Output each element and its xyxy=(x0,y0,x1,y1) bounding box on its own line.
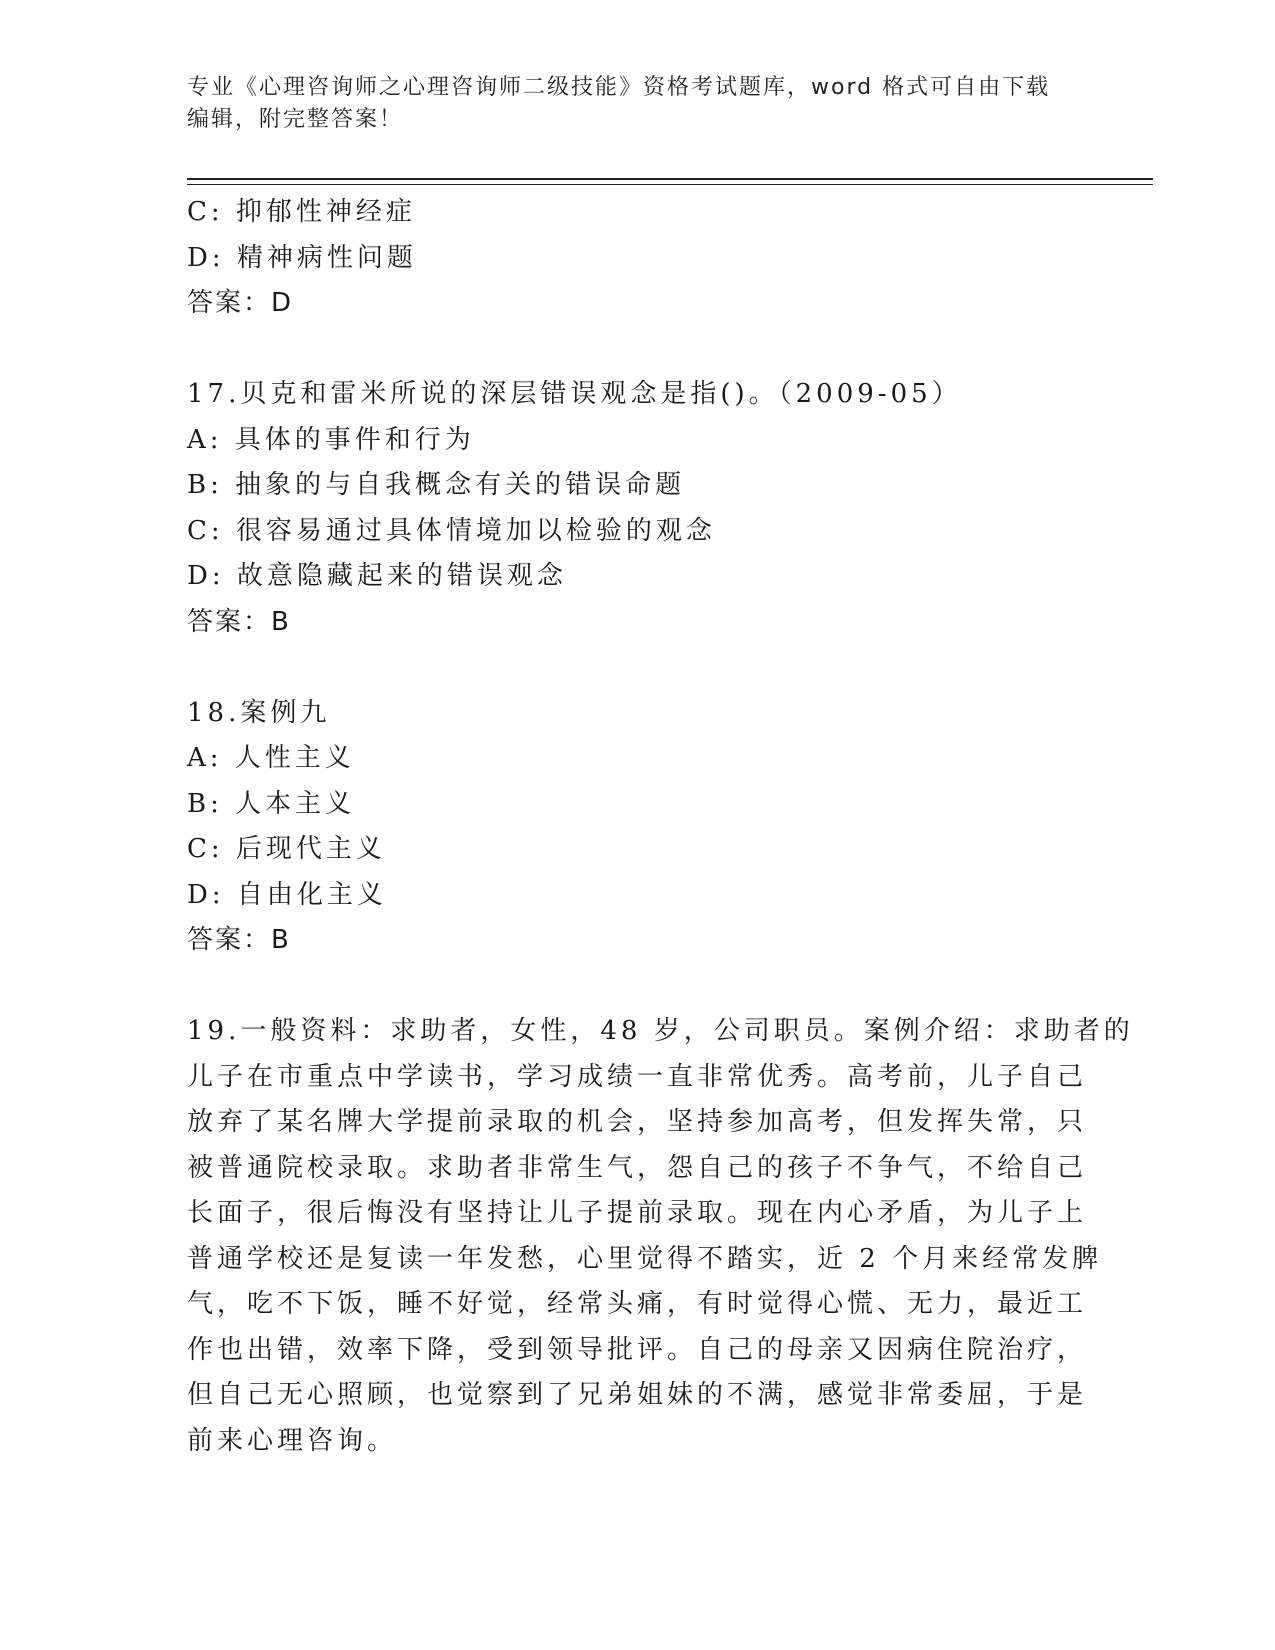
paragraph-line: 放弃了某名牌大学提前录取的机会，坚持参加高考，但发挥失常，只 xyxy=(187,1107,1088,1137)
option-d: D: 故意隐藏起来的错误观念 xyxy=(187,561,567,591)
question-16-tail xyxy=(187,190,1087,327)
paragraph-line: 长面子，很后悔没有坚持让儿子提前录取。现在内心矛盾，为儿子上 xyxy=(187,1198,1088,1228)
paragraph-line: 儿子在市重点中学读书，学习成绩一直非常优秀。高考前，儿子自己 xyxy=(187,1061,1088,1092)
paragraph-line: 前来心理咨询。 xyxy=(187,1425,398,1456)
paragraph-line: 但自己无心照顾，也觉察到了兄弟姐妹的不满，感觉非常委屈，于是 xyxy=(187,1380,1088,1410)
paragraph-line: 19.一般资料：求助者，女性，48 岁，公司职员。案例介绍：求助者的 xyxy=(187,1016,1134,1046)
answer-line: 答案：B xyxy=(187,925,291,955)
paragraph-line: 气，吃不下饭，睡不好觉，经常头痛，有时觉得心慌、无力，最近工 xyxy=(187,1289,1088,1319)
page-header xyxy=(187,72,1067,136)
option-a: A: 具体的事件和行为 xyxy=(187,424,475,455)
option-b: B: 抽象的与自我概念有关的错误命题 xyxy=(187,470,686,500)
paragraph-line: 普通学校还是复读一年发愁，心里觉得不踏实，近 2 个月来经常发脾 xyxy=(187,1243,1103,1274)
question-content xyxy=(187,190,1134,1464)
header-divider-thin xyxy=(187,184,1153,185)
question-text: 18.案例九 xyxy=(187,697,331,728)
option-c: C: 后现代主义 xyxy=(187,834,386,864)
option-c: C: 抑郁性神经症 xyxy=(187,197,416,227)
question-19 xyxy=(187,1009,1134,1464)
question-18 xyxy=(187,691,1087,964)
header-line-2: 编辑，附完整答案！ xyxy=(187,107,404,132)
option-c: C: 很容易通过具体情境加以检验的观念 xyxy=(187,515,716,546)
option-a: A: 人性主义 xyxy=(187,743,355,773)
spacer xyxy=(187,327,1087,373)
option-d: D: 自由化主义 xyxy=(187,879,387,910)
answer-line: 答案：D xyxy=(187,288,294,318)
header-divider-thick xyxy=(187,178,1153,180)
paragraph-line: 被普通院校录取。求助者非常生气，怨自己的孩子不争气，不给自己 xyxy=(187,1152,1088,1183)
question-17 xyxy=(187,372,1087,645)
spacer xyxy=(187,964,1087,1010)
option-b: B: 人本主义 xyxy=(187,788,356,819)
question-text: 17.贝克和雷米所说的深层错误观念是指()。（2009-05） xyxy=(187,379,962,409)
answer-line: 答案：B xyxy=(187,606,291,637)
header-line-1: 专业《心理咨询师之心理咨询师二级技能》资格考试题库，word 格式可自由下载 xyxy=(187,75,1051,100)
paragraph-line: 作也出错，效率下降，受到领导批评。自己的母亲又因病住院治疗， xyxy=(187,1334,1088,1365)
spacer xyxy=(187,645,1087,691)
option-d: D: 精神病性问题 xyxy=(187,242,417,273)
